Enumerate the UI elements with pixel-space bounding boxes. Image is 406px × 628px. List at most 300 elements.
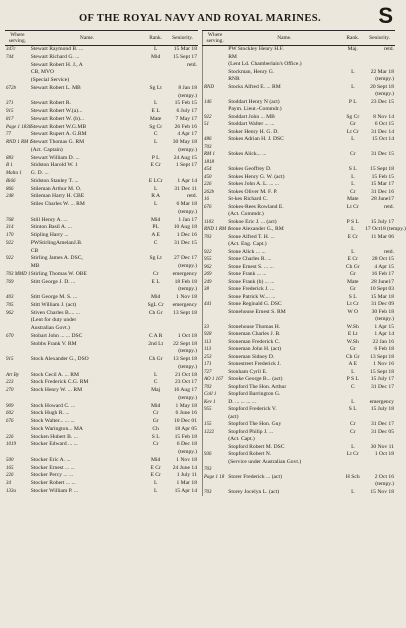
right-header-row (203, 31, 396, 46)
name-cell: Stokes Adrian H. J. DSC (228, 136, 284, 142)
where-serving-cell (203, 211, 228, 219)
name-cell: Stone Alick ... ... (228, 248, 266, 255)
name-cell: Stewart Rupert A. G.RM (30, 131, 87, 138)
rank-cell: C A R (148, 332, 163, 339)
where-serving-cell: 703 (204, 384, 212, 390)
where-serving-cell: 955 (204, 407, 212, 412)
seniority-cell: 21 Oct 18 (174, 371, 197, 378)
rank-cell: W O (347, 308, 359, 315)
name-cell: St-kes Richard C. (228, 196, 268, 202)
table-row (5, 457, 198, 465)
header-name: Name. (227, 31, 341, 46)
name-cell: Storer Frederick ... (act) (228, 473, 282, 480)
rank-cell: C (350, 383, 355, 390)
name-cell: Stileman Harry H. CBE (30, 193, 85, 200)
name-cell: Stokes John A. L. ... ... (228, 181, 280, 187)
section-letter: S (378, 3, 393, 28)
rank-cell: Mid (151, 294, 161, 301)
table-row (5, 286, 198, 294)
table-row (5, 317, 198, 325)
rank-cell: Mate (149, 115, 162, 122)
table-row (5, 62, 198, 70)
name-cell: Stinton Basil A. ... (30, 224, 72, 231)
table-row (5, 131, 198, 139)
rank-cell (341, 144, 364, 152)
seniority-cell (364, 106, 395, 114)
table-row (203, 489, 396, 497)
table-row (5, 209, 198, 217)
table-row (203, 286, 396, 294)
seniority-cell: 1 Dec 16 (176, 232, 197, 239)
table-row (203, 361, 396, 369)
seniority-cell: 10 Dec 01 (174, 418, 197, 425)
table-row (203, 294, 396, 302)
table-row (5, 232, 198, 240)
seniority-cell: 28 Oct 15 (371, 256, 394, 262)
seniority-cell: 15 Apr 14 (174, 487, 197, 494)
left-table-body (5, 46, 198, 497)
where-serving-cell: Coll 1 (204, 392, 217, 397)
table-row (5, 333, 198, 341)
where-serving-cell: 113 (204, 347, 212, 352)
where-serving-cell: 226 (6, 434, 14, 440)
seniority-cell: (tempy.) (375, 481, 394, 487)
seniority-cell: 24 June 14 (172, 464, 197, 471)
rank-cell (144, 248, 167, 256)
seniority-cell: 23 Dec 15 (371, 98, 394, 105)
table-row (203, 481, 396, 489)
where-serving-cell: 270 (6, 388, 14, 394)
table-row (203, 69, 396, 77)
where-serving-cell: 165 (6, 465, 14, 471)
where-serving-cell (5, 77, 30, 85)
rank-cell: Gr (349, 286, 356, 292)
table-row (5, 248, 198, 256)
table-row (5, 302, 198, 310)
name-cell: Stidston Harold W. 1 (30, 162, 78, 169)
where-serving-cell: 922 (204, 114, 212, 120)
name-cell: Stokes Oliver M. F. P. (228, 188, 278, 195)
name-cell: MB (30, 263, 40, 270)
seniority-cell (364, 391, 395, 399)
table-row (5, 240, 198, 248)
where-serving-cell: 155 (204, 422, 212, 427)
table-row (203, 331, 396, 339)
header-where-serving: Where serving. (203, 31, 228, 46)
where-serving-cell (5, 325, 30, 333)
where-serving-cell: RND 1 RM 1 (6, 140, 32, 146)
rank-cell: L (153, 46, 158, 52)
table-row (203, 354, 396, 362)
name-cell: Storey Jocelyn L. (act) (228, 488, 280, 495)
seniority-cell: 22 Sept 18 (173, 340, 197, 347)
seniority-cell: 7 May 17 (175, 115, 197, 122)
name-cell: Stewart Raymond B. ... (30, 46, 84, 52)
where-serving-cell: 249 (204, 279, 212, 285)
name-cell: Stone Ernest S. ... ... (228, 263, 274, 270)
seniority-cell: 31 Dec 17 (371, 421, 394, 427)
seniority-cell: retd. (383, 248, 394, 255)
seniority-cell: 11 Mar 06 (370, 233, 394, 240)
rank-cell: E Cr (150, 464, 161, 471)
where-serving-cell: 347c (6, 47, 16, 52)
table-row (203, 181, 396, 189)
seniority-cell: (tempy.) (178, 92, 197, 99)
rank-cell: L (153, 201, 158, 208)
name-cell (30, 395, 145, 403)
rank-cell: Ch Gr (345, 353, 360, 360)
table-row (203, 91, 396, 99)
rank-cell: Cr (152, 441, 159, 448)
rank-cell (341, 91, 364, 99)
name-cell: RM (228, 53, 237, 60)
table-row (5, 403, 198, 411)
table-row (203, 256, 396, 264)
where-serving-cell: 883 (6, 155, 14, 161)
table-row (5, 85, 198, 93)
name-cell (227, 481, 341, 489)
rank-cell: S L (348, 293, 357, 300)
name-cell: Stobbs Frank V. RM (30, 340, 77, 347)
rank-cell: E Cr (150, 162, 161, 169)
seniority-cell: 27 Dec 17 (174, 255, 197, 262)
seniority-cell: 22 Mar 18 (370, 68, 394, 75)
where-serving-cell: 817 (6, 116, 14, 122)
rank-cell: Mate (347, 278, 359, 285)
table-row (203, 391, 396, 399)
table-row (5, 465, 198, 473)
name-cell: Stone Patrick W.... ... (228, 293, 276, 300)
table-row (5, 488, 198, 496)
name-cell: Stooke George B... (act) (228, 376, 283, 382)
seniority-cell: 1 Oct 18 (177, 332, 197, 339)
where-serving-cell (203, 76, 228, 84)
name-cell: Stock Hugh R. ... (30, 410, 70, 417)
table-row (5, 155, 198, 163)
rank-cell: Mate (347, 196, 359, 202)
where-serving-cell (5, 69, 30, 77)
where-serving-cell (203, 69, 228, 77)
where-serving-cell: 676 (204, 204, 212, 210)
where-serving-cell (5, 426, 30, 434)
name-cell (30, 449, 145, 457)
table-row (5, 480, 198, 488)
name-cell: Stoneman Charles J. B. (228, 331, 281, 337)
seniority-cell: 1 Nov 18 (176, 456, 197, 463)
seniority-cell: 28 June17 (371, 278, 394, 285)
where-serving-cell: 77 (6, 132, 11, 138)
seniority-cell: 1 Nov 16 (373, 361, 394, 367)
rank-cell (144, 325, 167, 333)
table-row (5, 186, 198, 194)
table-row (5, 69, 198, 77)
table-row (203, 54, 396, 62)
table-row (5, 178, 198, 186)
seniority-cell: 1 Apr 14 (177, 177, 197, 184)
where-serving-cell (203, 241, 228, 249)
where-serving-cell: Page 1 1836 (6, 124, 32, 130)
seniority-cell: 31 Dec 17 (371, 383, 394, 390)
table-row (203, 76, 396, 84)
table-row (203, 241, 396, 249)
rank-cell: W.Sh (346, 338, 359, 345)
seniority-cell: 31 Dec 09 (371, 301, 394, 307)
where-serving-cell: 170 (6, 233, 14, 239)
rank-cell: L (351, 173, 355, 180)
rank-cell (341, 61, 364, 69)
name-cell: (Lent for duty under (30, 317, 77, 324)
where-serving-cell: 909 (6, 403, 14, 409)
where-serving-cell: 727 (204, 369, 212, 375)
seniority-cell (167, 325, 198, 333)
rank-cell: Mid (151, 216, 161, 223)
table-row (5, 372, 198, 380)
where-serving-cell (203, 444, 228, 452)
header-rank: Rank. (341, 31, 364, 46)
name-cell: Stonehouse Ernest S. RM (228, 308, 286, 315)
table-row (203, 444, 396, 452)
seniority-cell (364, 459, 395, 467)
seniority-cell: 31 Dec 15 (371, 151, 394, 157)
seniority-cell: 15 July 17 (370, 218, 394, 225)
rank-cell: L (351, 226, 355, 232)
table-row (203, 474, 396, 482)
seniority-cell: 6 Mar 18 (176, 201, 197, 208)
seniority-cell: 8 Nov 14 (373, 113, 394, 120)
table-row (203, 121, 396, 129)
seniority-cell (364, 241, 395, 249)
table-row (5, 147, 198, 155)
table-row (203, 399, 396, 407)
where-serving-cell (203, 294, 228, 302)
where-serving-cell: 915 (6, 357, 14, 363)
rank-cell: L (153, 487, 158, 494)
table-row (5, 341, 198, 349)
where-serving-cell: 133a (6, 488, 16, 494)
table-row (203, 99, 396, 107)
seniority-cell: 6 Oct 15 (374, 121, 394, 127)
name-cell: Stokes Alick... ... (228, 151, 267, 157)
where-serving-cell: 1818 (204, 159, 214, 165)
name-cell: Stocker Eric A. ... (30, 456, 71, 463)
table-row (5, 418, 198, 426)
rank-cell: PL (152, 224, 159, 231)
where-serving-cell (203, 481, 228, 489)
header-rank: Rank. (144, 31, 167, 46)
seniority-cell: 15 Feb 15 (174, 100, 197, 107)
table-row (203, 159, 396, 167)
rank-cell: P L (151, 154, 160, 161)
name-cell: Stonham Cyril E. (228, 368, 268, 375)
name-cell: Stocker Robert ... ... (30, 480, 76, 487)
rank-cell (144, 77, 167, 85)
where-serving-cell: 262b (204, 189, 214, 195)
rank-cell (341, 466, 364, 474)
name-cell: Stone Charles R. ... (228, 256, 272, 262)
name-cell: Stirling Thomas W. OBE (30, 270, 87, 277)
seniority-cell: 31 Dec 16 (371, 188, 394, 195)
name-cell: Stock Henry W. ... RM (30, 387, 83, 394)
seniority-cell: emergency (172, 301, 197, 308)
seniority-cell (364, 211, 395, 219)
rank-cell: Lt Cr (346, 203, 359, 210)
name-cell: Stirling James A. DSC, (30, 255, 83, 262)
where-serving-cell: 922 (6, 256, 14, 262)
rank-cell: L (351, 398, 355, 405)
name-cell: PW Stockley Henry H.F. (228, 46, 284, 52)
name-cell: Stopford Barrington G. (228, 391, 281, 397)
table-row (5, 255, 198, 263)
table-row (203, 339, 396, 347)
name-cell: Stitt William J. (act) (30, 301, 77, 308)
table-row (5, 387, 198, 395)
seniority-cell: (tempy.) (178, 394, 197, 401)
name-cell: Stocker Percy ... ... (30, 472, 74, 479)
name-cell: Stokoe Eric J. ... (act) (228, 218, 277, 225)
rank-cell: E Cr (347, 233, 358, 240)
table-row (5, 100, 198, 108)
table-row (5, 54, 198, 62)
seniority-cell: 23 Oct 17 (174, 379, 197, 386)
rank-cell: Mid (151, 53, 161, 60)
name-cell: Stoneman Sidney D. (228, 353, 275, 360)
seniority-cell (364, 54, 395, 62)
seniority-cell: (tempy.) (178, 363, 197, 370)
seniority-cell: 4 Apr 17 (177, 131, 197, 138)
seniority-cell: 13 Sept 18 (173, 309, 197, 316)
where-serving-cell (203, 61, 228, 69)
rank-cell: R A (151, 193, 161, 200)
where-serving-cell (5, 341, 30, 349)
name-cell: Stewart Robert W.(a)... (30, 108, 83, 115)
table-row (5, 201, 198, 209)
seniority-cell: (tempy.) (178, 348, 197, 355)
seniority-cell: 18 Apr 05 (174, 425, 197, 432)
rank-cell: S L (348, 166, 357, 172)
seniority-cell (364, 159, 395, 167)
table-row (203, 151, 396, 159)
where-serving-cell: 1019 (6, 442, 16, 448)
where-serving-cell (5, 93, 30, 101)
rank-cell: Cr (349, 151, 356, 157)
name-cell (30, 364, 145, 372)
where-serving-cell: RM 1 (204, 152, 215, 157)
seniority-cell: 10 Sept 03 (370, 286, 394, 292)
name-cell: Stitt George M. S. ... (30, 294, 78, 301)
seniority-cell: 16 Aug 17 (173, 387, 197, 394)
table-row (203, 369, 396, 377)
name-cell: Stiles Charles W. ... RM (30, 201, 85, 208)
seniority-cell (364, 414, 395, 422)
seniority-cell: 1 July 11 (176, 472, 197, 479)
where-serving-cell: 922 (6, 240, 14, 246)
seniority-cell (364, 144, 395, 152)
name-cell: Paym. Lieut.-Commdr.) (228, 106, 282, 112)
table-row (203, 226, 396, 234)
where-serving-cell (5, 317, 30, 325)
seniority-cell: 15 Oct 14 (371, 136, 394, 142)
where-serving-cell: 248 (6, 194, 14, 200)
where-serving-cell: 602 (6, 411, 14, 417)
where-serving-cell (5, 209, 30, 217)
name-cell: Stone Alexander G., RM (228, 226, 284, 232)
name-cell: Stoddart Walter ... ... (228, 121, 275, 127)
table-row (5, 364, 198, 372)
page-header (5, 4, 395, 26)
rank-cell: L (351, 368, 355, 375)
table-row (5, 271, 198, 279)
name-cell: Stidston Stanley T. ... (30, 177, 79, 184)
rank-cell: Sg Cr (346, 113, 360, 120)
where-serving-cell: 1103 (204, 219, 214, 225)
table-row (203, 346, 396, 354)
table-row (5, 441, 198, 449)
rank-cell: Lt Cr (346, 451, 359, 457)
where-serving-cell: 703 (204, 467, 212, 472)
seniority-cell: 28 June17 (371, 196, 394, 202)
where-serving-cell: Kev 1 (204, 399, 216, 405)
name-cell: Stopford The Hon. Arthur (228, 383, 287, 390)
seniority-cell: 6 July 17 (176, 108, 197, 115)
seniority-cell: 15 Mar 18 (173, 46, 197, 52)
rank-cell: P S L (346, 218, 359, 225)
rank-cell: L (153, 139, 158, 146)
rank-cell: Mid (151, 456, 161, 463)
table-row (203, 204, 396, 212)
seniority-cell: emergency (172, 270, 197, 277)
name-cell: Stonehouse Thomas H. (228, 323, 281, 330)
table-row (5, 46, 198, 54)
table-row (203, 234, 396, 242)
rank-cell: A E (151, 232, 160, 239)
seniority-cell: 24 Aug 15 (173, 154, 197, 161)
name-cell: Stipling Harry ... (30, 232, 69, 239)
seniority-cell: retd. (383, 46, 394, 52)
name-cell: Stocker Ernest ... ... (30, 464, 75, 471)
name-cell: Stewart Robert W.G.MB (30, 123, 87, 130)
name-cell: CB (30, 247, 39, 254)
name-cell: Stokes-Rees Rowland E. (228, 203, 284, 210)
table-row (203, 144, 396, 152)
table-row (203, 429, 396, 437)
table-row (203, 249, 396, 257)
seniority-cell (167, 248, 198, 256)
where-serving-cell: 16 (204, 197, 209, 202)
rank-cell: Ch Gr (148, 309, 163, 316)
rank-cell (341, 106, 364, 114)
header-where-serving: Where serving. (5, 31, 30, 46)
name-cell: Stocker Edward ... ... (30, 441, 78, 448)
rank-cell: 2nd Lt (148, 340, 164, 347)
name-cell (30, 348, 145, 356)
where-serving-cell: 672b (6, 85, 16, 91)
rank-cell (341, 211, 364, 219)
where-serving-cell: 113 (204, 339, 212, 345)
seniority-cell: 15 Mar 17 (370, 181, 394, 187)
table-row (5, 279, 198, 287)
rank-cell: W.Sh (346, 323, 359, 330)
seniority-cell: 13 Sept 18 (173, 356, 197, 363)
name-cell: Stone Frederick J. ... (228, 286, 275, 292)
seniority-cell: 15 July 18 (370, 406, 394, 412)
name-cell: Stopford Frederick V. (228, 406, 277, 412)
seniority-cell: 15 Nov 18 (370, 488, 394, 495)
rank-cell (341, 159, 364, 167)
where-serving-cell: 705 (6, 302, 14, 308)
seniority-cell: 22 Jan 16 (372, 338, 394, 345)
seniority-cell (167, 69, 198, 77)
table-row (203, 421, 396, 429)
